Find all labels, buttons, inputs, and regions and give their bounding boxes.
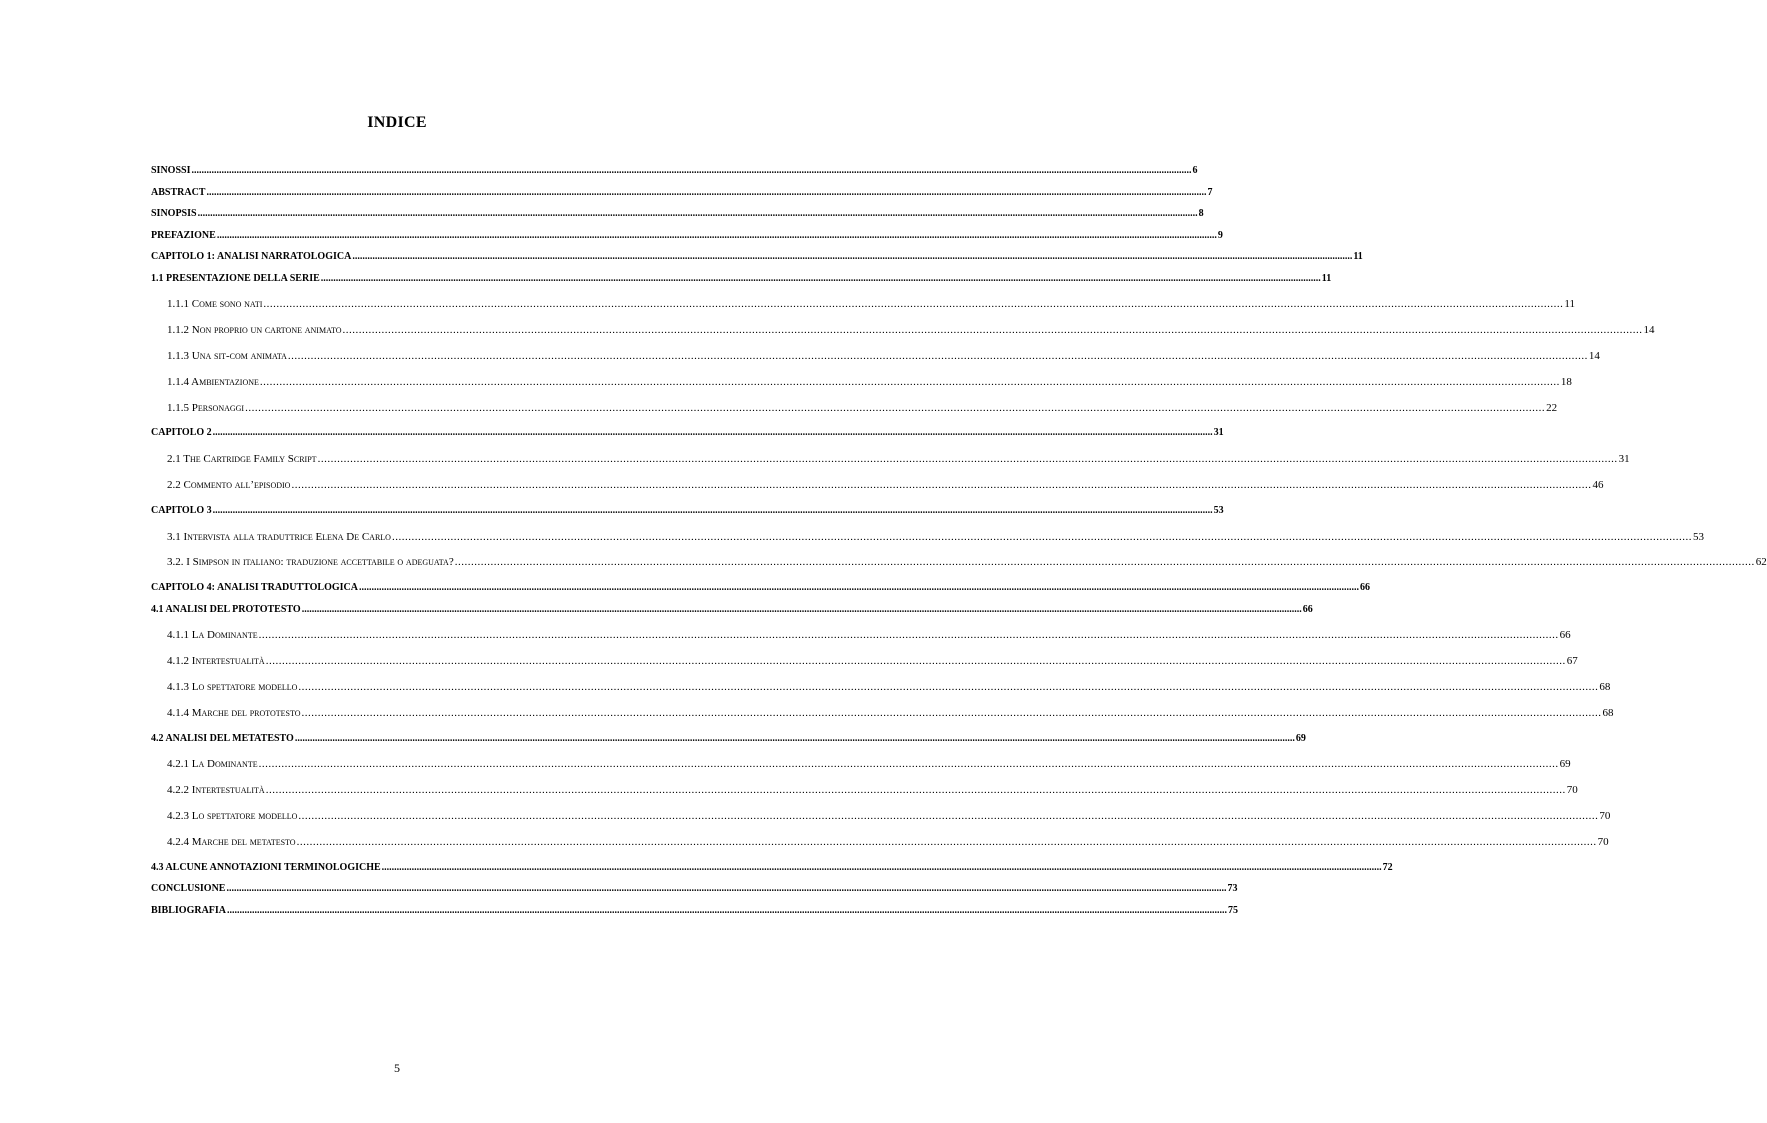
toc-entry-label: 1.1.5 Personaggi [167, 402, 245, 414]
toc-entry[interactable] [151, 426, 1224, 440]
toc-entry-label: BIBLIOGRAFIA [151, 905, 227, 916]
toc-entry[interactable] [151, 250, 1363, 264]
dot-leader: ................................................................................................................................................................................................................................................................................................................................................................................................................ [454, 556, 1755, 568]
toc-entry-label: PREFAZIONE [151, 230, 216, 241]
toc-entry-label: 1.1.4 Ambientazione [167, 376, 259, 388]
toc-entry-page: 73 [1227, 883, 1238, 894]
dot-leader: ................................................................................................................................................................................................................................................................................................................................................................................................................ [381, 862, 1382, 873]
toc-entry[interactable] [151, 207, 1204, 221]
toc-entry[interactable] [167, 783, 1578, 797]
dot-leader: ................................................................................................................................................................................................................................................................................................................................................................................................................ [227, 905, 1228, 916]
dot-leader: ................................................................................................................................................................................................................................................................................................................................................................................................................ [265, 655, 1566, 667]
toc-entry[interactable] [167, 628, 1571, 642]
toc-entry-label: 1.1.3 Una sit-com animata [167, 350, 287, 362]
dot-leader: ................................................................................................................................................................................................................................................................................................................................................................................................................ [226, 883, 1227, 894]
toc-entry-label: 4.1.1 La Dominante [167, 629, 258, 641]
dot-leader: ................................................................................................................................................................................................................................................................................................................................................................................................................ [259, 376, 1560, 388]
dot-leader: ................................................................................................................................................................................................................................................................................................................................................................................................................ [265, 784, 1566, 796]
toc-entry-page: 31 [1618, 453, 1630, 465]
dot-leader: ................................................................................................................................................................................................................................................................................................................................................................................................................ [212, 505, 1213, 516]
dot-leader: ................................................................................................................................................................................................................................................................................................................................................................................................................ [258, 629, 1559, 641]
toc-entry-label: 3.2. I Simpson in italiano: traduzione accettabile o adeguata? [167, 556, 454, 568]
toc-entry[interactable] [167, 835, 1609, 849]
toc-entry-page: 53 [1213, 505, 1224, 516]
toc-entry-page: 68 [1602, 707, 1614, 719]
toc-entry-label: 4.2.2 Intertestualità [167, 784, 265, 796]
dot-leader: ................................................................................................................................................................................................................................................................................................................................................................................................................ [294, 733, 1295, 744]
toc-entry-label: 4.3 ALCUNE ANNOTAZIONI TERMINOLOGICHE [151, 862, 381, 873]
dot-leader: ................................................................................................................................................................................................................................................................................................................................................................................................................ [216, 230, 1217, 241]
page-number: 5 [394, 1061, 400, 1075]
toc-entry[interactable] [167, 297, 1575, 311]
dot-leader: ................................................................................................................................................................................................................................................................................................................................................................................................................ [391, 531, 1692, 543]
toc-entry[interactable] [167, 375, 1572, 389]
toc-entry[interactable] [167, 654, 1578, 668]
toc-entry-page: 72 [1382, 862, 1393, 873]
toc-entry-page: 22 [1546, 402, 1558, 414]
toc-entry-page: 8 [1198, 208, 1204, 219]
toc-entry-page: 7 [1207, 187, 1213, 198]
toc-entry-page: 70 [1566, 784, 1578, 796]
toc-entry[interactable] [151, 904, 1239, 918]
toc-entry-page: 68 [1599, 681, 1611, 693]
toc-entry[interactable] [151, 882, 1238, 896]
dot-leader: ................................................................................................................................................................................................................................................................................................................................................................................................................ [352, 251, 1353, 262]
dot-leader: ................................................................................................................................................................................................................................................................................................................................................................................................................ [301, 604, 1302, 615]
toc-entry-page: 70 [1599, 810, 1611, 822]
dot-leader: ................................................................................................................................................................................................................................................................................................................................................................................................................ [298, 810, 1599, 822]
toc-entry-label: ABSTRACT [151, 187, 206, 198]
dot-leader: ................................................................................................................................................................................................................................................................................................................................................................................................................ [245, 402, 1546, 414]
dot-leader: ................................................................................................................................................................................................................................................................................................................................................................................................................ [296, 836, 1597, 848]
toc-entry[interactable] [167, 530, 1704, 544]
dot-leader: ................................................................................................................................................................................................................................................................................................................................................................................................................ [298, 681, 1599, 693]
toc-entry[interactable] [167, 323, 1655, 337]
toc-entry-page: 11 [1564, 298, 1575, 310]
toc-entry-page: 11 [1321, 273, 1332, 284]
toc-entry-page: 6 [1192, 165, 1198, 176]
dot-leader: ................................................................................................................................................................................................................................................................................................................................................................................................................ [320, 273, 1321, 284]
toc-entry-label: CAPITOLO 2 [151, 427, 212, 438]
toc-entry-label: 4.1 ANALISI DEL PROTOTESTO [151, 604, 301, 615]
toc-entry-label: CAPITOLO 3 [151, 505, 212, 516]
toc-entry[interactable] [151, 732, 1306, 746]
toc-entry-page: 53 [1692, 531, 1704, 543]
toc-entry-label: CONCLUSIONE [151, 883, 226, 894]
toc-entry-page: 14 [1588, 350, 1600, 362]
toc-entry-page: 46 [1592, 479, 1604, 491]
toc-entry[interactable] [151, 861, 1393, 875]
toc-entry-label: 4.1.2 Intertestualità [167, 655, 265, 667]
toc-entry[interactable] [151, 272, 1332, 286]
toc-entry-label: 3.1 Intervista alla traduttrice Elena De Carlo [167, 531, 391, 543]
toc-entry-label: CAPITOLO 4: ANALISI TRADUTTOLOGICA [151, 582, 358, 593]
toc-entry-page: 62 [1755, 556, 1767, 568]
toc-entry[interactable] [151, 504, 1224, 518]
page-title: INDICE [367, 114, 427, 131]
toc-entry[interactable] [151, 603, 1313, 617]
toc-entry-page: 67 [1566, 655, 1578, 667]
toc-entry-page: 66 [1302, 604, 1313, 615]
toc-entry[interactable] [167, 706, 1614, 720]
dot-leader: ................................................................................................................................................................................................................................................................................................................................................................................................................ [301, 707, 1602, 719]
dot-leader: ................................................................................................................................................................................................................................................................................................................................................................................................................ [359, 582, 1359, 593]
toc-entry-label: SINOPSIS [151, 208, 197, 219]
toc-entry[interactable] [151, 186, 1213, 200]
toc-entry[interactable] [167, 349, 1600, 363]
dot-leader: ................................................................................................................................................................................................................................................................................................................................................................................................................ [342, 324, 1643, 336]
dot-leader: ................................................................................................................................................................................................................................................................................................................................................................................................................ [191, 165, 1192, 176]
toc-entry[interactable] [167, 680, 1611, 694]
toc-entry[interactable] [151, 164, 1198, 178]
dot-leader: ................................................................................................................................................................................................................................................................................................................................................................................................................ [206, 187, 1207, 198]
toc-entry-label: 4.1.3 Lo spettatore modello [167, 681, 298, 693]
toc-entry-page: 70 [1597, 836, 1609, 848]
dot-leader: ................................................................................................................................................................................................................................................................................................................................................................................................................ [287, 350, 1588, 362]
toc-entry-label: 4.2 ANALISI DEL METATESTO [151, 733, 294, 744]
dot-leader: ................................................................................................................................................................................................................................................................................................................................................................................................................ [291, 479, 1592, 491]
toc-entry-page: 9 [1217, 230, 1223, 241]
toc-entry[interactable] [167, 757, 1571, 771]
toc-entry-page: 31 [1213, 427, 1224, 438]
toc-entry-label: SINOSSI [151, 165, 191, 176]
toc-entry-label: 1.1.1 Come sono nati [167, 298, 263, 310]
toc-entry-page: 14 [1643, 324, 1655, 336]
dot-leader: ................................................................................................................................................................................................................................................................................................................................................................................................................ [258, 758, 1559, 770]
toc-entry-label: 4.1.4 Marche del prototesto [167, 707, 301, 719]
toc-entry[interactable] [167, 452, 1630, 466]
toc-entry-page: 69 [1295, 733, 1306, 744]
toc-entry-label: CAPITOLO 1: ANALISI NARRATOLOGICA [151, 251, 352, 262]
toc-entry[interactable] [167, 809, 1611, 823]
toc-entry-label: 4.2.4 Marche del metatesto [167, 836, 296, 848]
toc-entry[interactable] [167, 555, 1767, 569]
dot-leader: ................................................................................................................................................................................................................................................................................................................................................................................................................ [263, 298, 1564, 310]
toc-entry-page: 18 [1560, 376, 1572, 388]
toc-entry-label: 1.1 PRESENTAZIONE DELLA SERIE [151, 273, 320, 284]
toc-entry-page: 75 [1228, 905, 1239, 916]
toc-entry[interactable] [151, 229, 1223, 243]
toc-entry-page: 69 [1559, 758, 1571, 770]
toc-entry[interactable] [167, 478, 1604, 492]
toc-entry-label: 1.1.2 Non proprio un cartone animato [167, 324, 342, 336]
toc-entry-page: 66 [1559, 629, 1571, 641]
dot-leader: ................................................................................................................................................................................................................................................................................................................................................................................................................ [317, 453, 1618, 465]
toc-entry[interactable] [167, 401, 1558, 415]
toc-entry-page: 11 [1353, 251, 1363, 262]
toc-entry-label: 2.1 The Cartridge Family Script [167, 453, 317, 465]
dot-leader: ................................................................................................................................................................................................................................................................................................................................................................................................................ [197, 208, 1198, 219]
toc-entry-label: 4.2.3 Lo spettatore modello [167, 810, 298, 822]
toc-entry-page: 66 [1360, 582, 1370, 593]
toc-entry-label: 4.2.1 La Dominante [167, 758, 258, 770]
toc-entry-label: 2.2 Commento all’episodio [167, 479, 291, 491]
dot-leader: ................................................................................................................................................................................................................................................................................................................................................................................................................ [212, 427, 1213, 438]
toc-entry[interactable] [151, 581, 1370, 595]
